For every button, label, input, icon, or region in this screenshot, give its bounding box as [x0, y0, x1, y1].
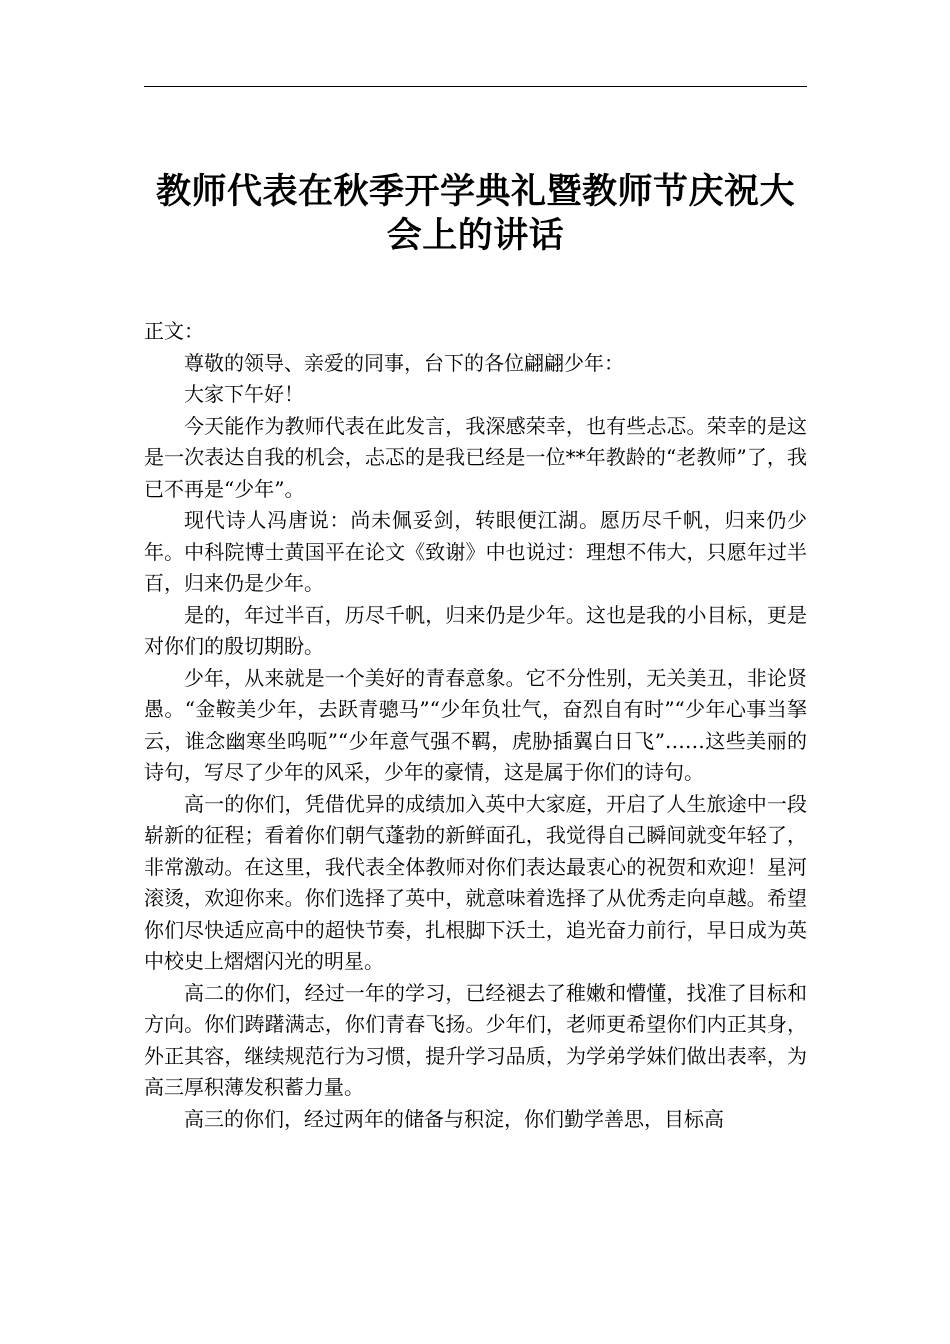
document-title [144, 170, 807, 258]
title-line-1: 教师代表在秋季开学典礼暨教师节庆祝大 [155, 172, 795, 212]
body-label: 正文： [144, 319, 204, 343]
header-rule [144, 86, 807, 87]
paragraph-salutation: 尊敬的领导、亲爱的同事，台下的各位翩翩少年： [184, 350, 624, 375]
paragraph: 今天能作为教师代表在此发言，我深感荣幸，也有些忐忑。荣幸的是这是一次表达自我的机会，忐忑的是我已经是一位**年教龄的“老教师”了，我已不再是“少年”。 [144, 413, 807, 501]
paragraph: 是的，年过半百，历尽千帆，归来仍是少年。这也是我的小目标，更是对你们的殷切期盼。 [144, 602, 807, 658]
paragraph: 高三的你们，经过两年的储备与积淀，你们勤学善思，目标高 [184, 1106, 724, 1131]
paragraph: 高一的你们，凭借优异的成绩加入英中大家庭，开启了人生旅途中一段崭新的征程；看着你们朝气蓬勃的新鲜面孔，我觉得自己瞬间就变年轻了，非常激动。在这里，我代表全体教师对你们表达最衷心的祝贺和欢迎！星河滚烫，欢迎你来。你们选择了英中，就意味着选择了从优秀走向卓越。希望你们尽快适应高中的超快节奏，扎根脚下沃土，追光奋力前行，早日成为英中校史上熠熠闪光的明星。 [144, 791, 807, 973]
paragraph: 现代诗人冯唐说：尚未佩妥剑，转眼便江湖。愿历尽千帆，归来仍少年。中科院博士黄国平在论文《致谢》中也说过：理想不伟大，只愿年过半百，归来仍是少年。 [144, 508, 807, 595]
title-line-2: 会上的讲话 [386, 216, 565, 256]
paragraph: 高二的你们，经过一年的学习，已经褪去了稚嫩和懵懂，找准了目标和方向。你们踌躇满志，你们青春飞扬。少年们，老师更希望你们内正其身，外正其容，继续规范行为习惯，提升学习品质，为学弟学妹们做出表率，为高三厚积薄发积蓄力量。 [144, 980, 807, 1099]
paragraph: 少年，从来就是一个美好的青春意象。它不分性别，无关美丑，非论贤愚。“金鞍美少年，去跃青骢马”“少年负壮气，奋烈自有时”“少年心事当拏云，谁念幽寒坐呜呃”“少年意气强不羁，虎胁插翼白日飞”……这些美丽的诗句，写尽了少年的风采，少年的豪情，这是属于你们的诗句。 [144, 665, 807, 784]
paragraph-greeting: 大家下午好！ [184, 382, 304, 406]
document-body [144, 316, 807, 1135]
